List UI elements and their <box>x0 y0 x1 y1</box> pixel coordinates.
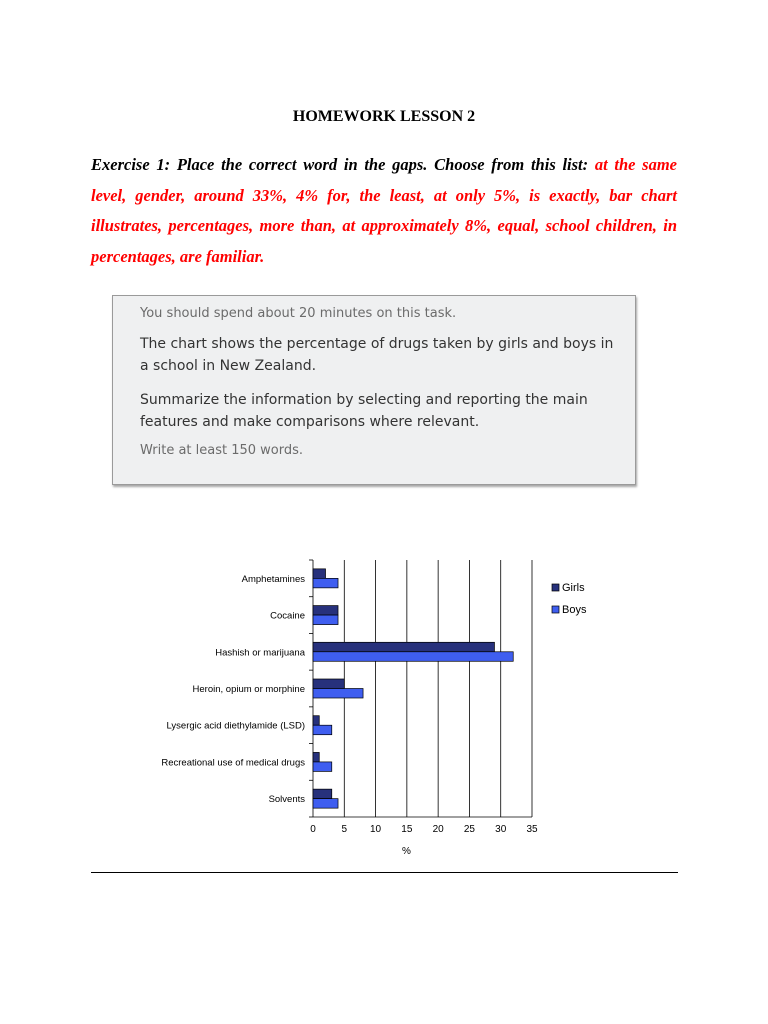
bar-boys <box>313 762 332 772</box>
legend-label-boys: Boys <box>562 604 587 616</box>
bar-girls <box>313 752 319 762</box>
document-title: HOMEWORK LESSON 2 <box>292 108 476 125</box>
task-instruction-text: Summarize the information by selecting and reporting the main features and make comparisons where relevant. <box>140 392 588 430</box>
category-label: Heroin, opium or morphine <box>192 684 305 695</box>
legend-swatch-boys <box>552 606 559 613</box>
bar-girls <box>313 642 494 652</box>
bar-girls <box>313 716 319 726</box>
x-tick-label: 5 <box>341 824 348 835</box>
bar-girls <box>313 569 326 579</box>
x-tick-label: 25 <box>463 824 475 835</box>
task-time-text: You should spend about 20 minutes on this task. <box>140 306 457 321</box>
bar-girls <box>313 679 344 689</box>
bar-boys <box>313 725 332 735</box>
bar-boys <box>313 799 338 809</box>
category-label: Amphetamines <box>241 573 305 585</box>
category-label: Lysergic acid diethylamide (LSD) <box>166 720 305 732</box>
horizontal-rule <box>91 872 678 873</box>
x-tick-label: 35 <box>526 824 538 835</box>
bar-boys <box>313 578 338 588</box>
exercise-paragraph <box>91 150 677 272</box>
legend-label-girls: Girls <box>562 582 585 594</box>
x-tick-label: 15 <box>401 824 413 835</box>
x-tick-label: 10 <box>370 824 382 835</box>
bar-girls <box>313 789 332 799</box>
task-description-text: The chart shows the percentage of drugs taken by girls and boys in a school in New Zealand. <box>140 336 614 374</box>
bar-boys <box>313 689 363 699</box>
bar-boys <box>313 652 513 662</box>
category-label: Hashish or marijuana <box>215 647 305 659</box>
bar-boys <box>313 615 338 625</box>
exercise-word-list: at the same level, gender, around 33%, 4% for, the least, at only 5%, is exactly, bar chart illustrates, percentages, more than, at approximately 8%, equal, school children, in percentages, are familiar. <box>91 155 677 266</box>
x-tick-label: 0 <box>310 824 316 835</box>
task-box <box>112 295 636 485</box>
legend-swatch-girls <box>552 584 559 591</box>
exercise-instruction: Exercise 1: Place the correct word in the gaps. Choose from this list: <box>91 155 595 174</box>
drug-usage-bar-chart <box>140 555 620 865</box>
category-label: Solvents <box>268 794 305 806</box>
x-axis-label: % <box>402 846 411 857</box>
category-label: Cocaine <box>270 610 305 622</box>
x-tick-label: 30 <box>495 824 507 835</box>
x-tick-label: 20 <box>432 824 444 835</box>
task-word-count-text: Write at least 150 words. <box>140 443 304 458</box>
bar-girls <box>313 606 338 616</box>
category-label: Recreational use of medical drugs <box>161 757 305 769</box>
